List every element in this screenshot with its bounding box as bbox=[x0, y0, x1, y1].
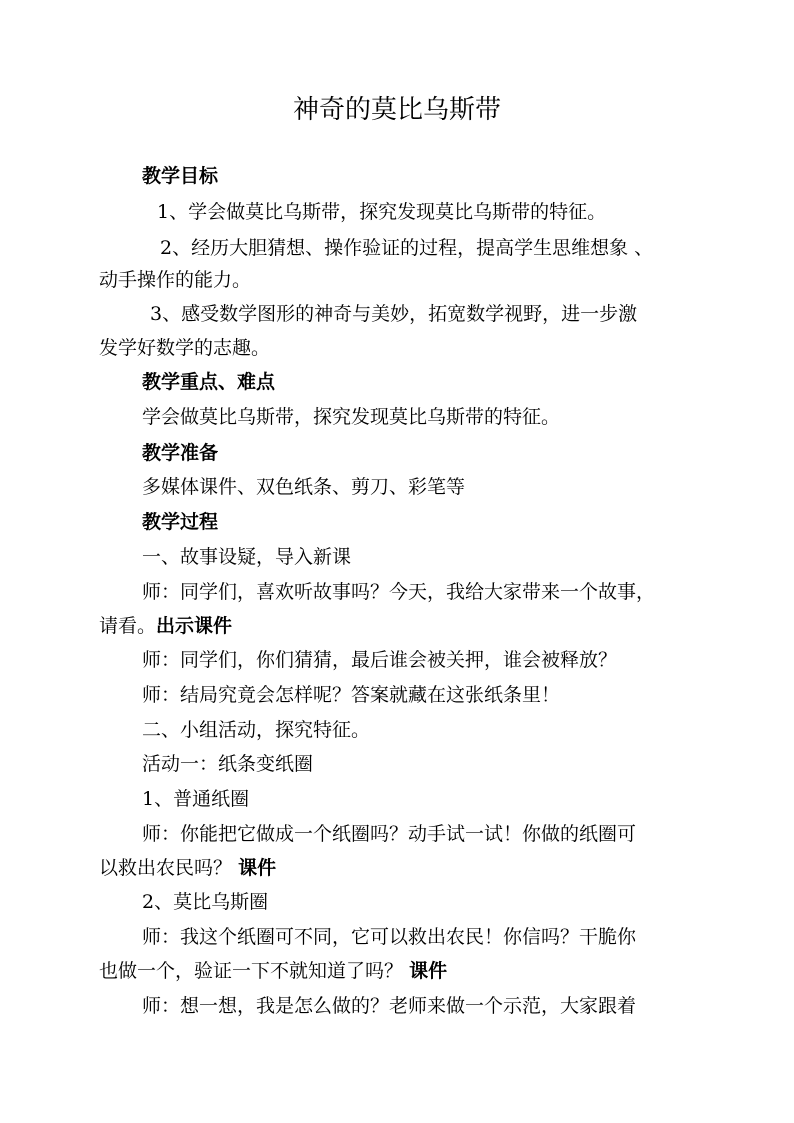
paragraph-5-line-1: 师：我这个纸圈可不同，它可以救出农民！你信吗？干脆你 bbox=[142, 926, 637, 948]
paragraph-1-line-1: 师：同学们，喜欢听故事吗？今天，我给大家带来一个故事， bbox=[142, 581, 656, 603]
preparation-text: 多媒体课件、双色纸条、剪刀、彩笔等 bbox=[142, 476, 466, 498]
paragraph-4-line-2 bbox=[99, 856, 276, 880]
courseware-tag: 课件 bbox=[238, 857, 277, 879]
paragraph-4-line-1: 师：你能把它做成一个纸圈吗？动手试一试！你做的纸圈可 bbox=[142, 823, 637, 845]
process-heading: 教学过程 bbox=[142, 511, 219, 533]
paragraph-1-line-2 bbox=[99, 614, 232, 638]
courseware-tag: 出示课件 bbox=[156, 615, 233, 637]
key-points-heading: 教学重点、难点 bbox=[142, 371, 276, 393]
section-2-title: 二、小组活动，探究特征。 bbox=[142, 719, 371, 741]
paragraph-2: 师：同学们，你们猜猜，最后谁会被关押，谁会被释放？ bbox=[142, 649, 618, 671]
paragraph-5-line-2 bbox=[99, 959, 447, 983]
key-points-text: 学会做莫比乌斯带，探究发现莫比乌斯带的特征。 bbox=[142, 406, 561, 428]
subsection-2-title: 2、莫比乌斯圈 bbox=[142, 891, 269, 913]
paragraph-4-text: 以救出农民吗？ bbox=[99, 857, 233, 879]
preparation-heading: 教学准备 bbox=[142, 442, 219, 464]
section-1-title: 一、故事设疑，导入新课 bbox=[142, 546, 352, 568]
document-title: 神奇的莫比乌斯带 bbox=[292, 95, 501, 125]
goal-item-1: 1、学会做莫比乌斯带，探究发现莫比乌斯带的特征。 bbox=[157, 201, 607, 223]
paragraph-1-text: 请看。 bbox=[99, 615, 157, 637]
subsection-1-title: 1、普通纸圈 bbox=[142, 788, 250, 810]
goal-item-3-line-2: 发学好数学的志趣。 bbox=[99, 337, 271, 359]
goal-item-2-line-2: 动手操作的能力。 bbox=[99, 269, 252, 291]
paragraph-5-text: 也做一个，验证一下不就知道了吗？ bbox=[99, 960, 404, 982]
activity-1-title: 活动一：纸条变纸圈 bbox=[142, 753, 314, 775]
courseware-tag: 课件 bbox=[409, 960, 448, 982]
goal-item-2-line-1: 2、经历大胆猜想、操作验证的过程，提高学生思维想象 、 bbox=[160, 237, 654, 259]
goal-item-3-line-1: 3、感受数学图形的神奇与美妙，拓宽数学视野，进一步激 bbox=[150, 303, 638, 325]
paragraph-6: 师：想一想，我是怎么做的？老师来做一个示范，大家跟着 bbox=[142, 995, 637, 1017]
goals-heading: 教学目标 bbox=[142, 165, 219, 187]
paragraph-3: 师：结局究竟会怎样呢？答案就藏在这张纸条里！ bbox=[142, 684, 561, 706]
